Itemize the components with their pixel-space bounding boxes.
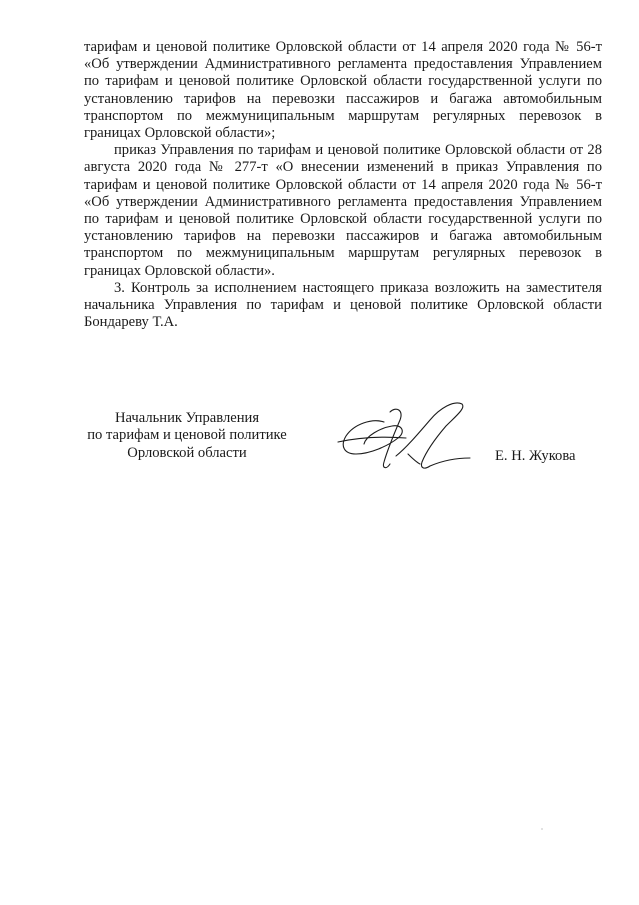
scan-speck [541,828,543,830]
paragraph-continuation: тарифам и ценовой политике Орловской области от 14 апреля 2020 года № 56-т «Об утверждении Административного регламента предоставления Управлением по тарифам и ценовой политике Орловской области государственной услуги по установлению тарифов на перевозки пассажиров и багажа автомобильным транспортом по межмуниципальным маршрутам регулярных перевозок в границах Орловской области»; [84,39,602,142]
paragraph-order-277: приказ Управления по тарифам и ценовой политике Орловской области от 28 августа 2020 года № 277-т «О внесении изменений в приказ Управления по тарифам и ценовой политике Орловской области от 14 апреля 2020 года № 56-т «Об утверждении Административного регламента предоставления Управлением по тарифам и ценовой политике Орловской области государственной услуги по установлению тарифов на перевозки пассажиров и багажа автомобильным транспортом по межмуниципальным маршрутам регулярных перевозок в границах Орловской области». [84,142,602,279]
signatory-title-line: Орловской области [127,444,247,461]
signatory-title [76,410,298,462]
paragraph-control-clause: 3. Контроль за исполнением настоящего приказа возложить на заместителя начальника Управления по тарифам и ценовой политике Орловской области Бондареву Т.А. [84,279,602,331]
handwritten-signature [336,392,476,482]
document-body [84,39,602,331]
signatory-title-line: по тарифам и ценовой политике [87,427,287,444]
signatory-title-line: Начальник Управления [114,410,260,426]
signer-name: Е. Н. Жукова [495,448,576,464]
